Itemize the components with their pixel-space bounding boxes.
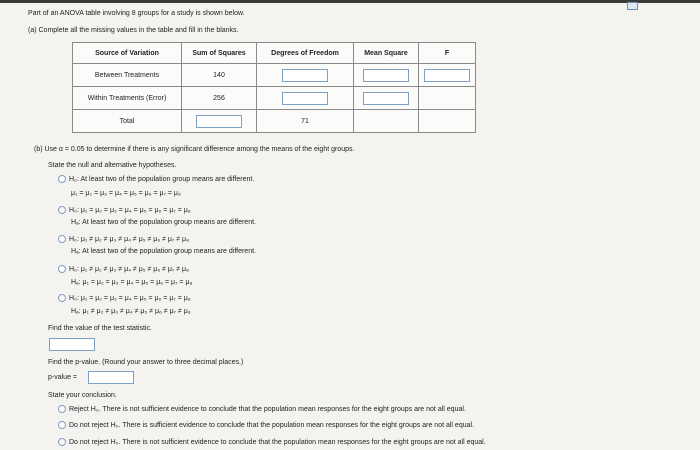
conclusion-option-3[interactable]: Do not reject H₀. There is not sufficient evidence to conclude that the population mean responses for the eight groups are not all equal. — [58, 438, 486, 446]
ms-between-input[interactable] — [363, 69, 409, 82]
expand-icon[interactable] — [627, 2, 638, 10]
table-header-row — [73, 43, 476, 64]
pvalue-label: p-value = — [48, 374, 77, 381]
source-within: Within Treatments (Error) — [73, 87, 182, 110]
header-df: Degrees of Freedom — [257, 43, 354, 64]
table-row-within — [73, 87, 476, 110]
test-stat-prompt: Find the value of the test statistic. — [48, 325, 152, 332]
hypothesis-option-3[interactable]: H₀: μ₁ ≠ μ₂ ≠ μ₃ ≠ μ₄ ≠ μ₅ ≠ μ₆ ≠ μ₇ ≠ μ₈ — [58, 235, 189, 243]
option-1-line-2: μ₁ = μ₂ = μ₃ = μ₄ = μ₅ = μ₆ = μ₇ = μ₈ — [71, 190, 181, 197]
radio-button[interactable] — [58, 206, 66, 214]
option-3-line-2: Hₐ: At least two of the population group means are different. — [71, 248, 256, 255]
df-between-input[interactable] — [282, 69, 328, 82]
df-total: 71 — [257, 110, 354, 133]
radio-button[interactable] — [58, 294, 66, 302]
part-b-text: (b) Use α = 0.05 to determine if there is any significant difference among the means of the eight groups. — [34, 146, 355, 153]
radio-button[interactable] — [58, 265, 66, 273]
source-total: Total — [73, 110, 182, 133]
test-stat-input[interactable] — [49, 338, 95, 351]
hypothesis-option-2[interactable]: H₀: μ₁ = μ₂ = μ₃ = μ₄ = μ₅ = μ₆ = μ₇ = μ₈ — [58, 206, 191, 214]
f-input[interactable] — [424, 69, 470, 82]
radio-button[interactable] — [58, 235, 66, 243]
hypotheses-prompt: State the null and alternative hypotheses. — [48, 162, 177, 169]
pvalue-input[interactable] — [88, 371, 134, 384]
option-5-line-2: Hₐ: μ₁ ≠ μ₂ ≠ μ₃ ≠ μ₄ ≠ μ₅ ≠ μ₆ ≠ μ₇ ≠ μ₈ — [71, 308, 191, 315]
source-between: Between Treatments — [73, 64, 182, 87]
ss-within: 256 — [182, 87, 257, 110]
header-ss: Sum of Squares — [182, 43, 257, 64]
radio-button[interactable] — [58, 438, 66, 446]
table-row-between — [73, 64, 476, 87]
ms-within-input[interactable] — [363, 92, 409, 105]
conclusion-option-2[interactable]: Do not reject H₀. There is sufficient evidence to conclude that the population mean responses for the eight groups are not all equal. — [58, 421, 474, 429]
df-within-input[interactable] — [282, 92, 328, 105]
part-a-text: (a) Complete all the missing values in the table and fill in the blanks. — [28, 27, 239, 34]
hypothesis-option-5[interactable]: H₀: μ₁ = μ₂ = μ₃ = μ₄ = μ₅ = μ₆ = μ₇ = μ₈ — [58, 294, 191, 302]
radio-button[interactable] — [58, 405, 66, 413]
ss-between: 140 — [182, 64, 257, 87]
top-bar — [0, 0, 700, 3]
conclusion-prompt: State your conclusion. — [48, 392, 117, 399]
option-2-line-2: Hₐ: At least two of the population group means are different. — [71, 219, 256, 226]
conclusion-option-1[interactable]: Reject H₀. There is not sufficient evidence to conclude that the population mean responses for the eight groups are not all equal. — [58, 405, 466, 413]
hypothesis-option-4[interactable]: H₀: μ₁ ≠ μ₂ ≠ μ₃ ≠ μ₄ ≠ μ₅ ≠ μ₆ ≠ μ₇ ≠ μ₈ — [58, 265, 189, 273]
option-4-line-2: Hₐ: μ₁ = μ₂ = μ₃ = μ₄ = μ₅ = μ₆ = μ₇ = μ₈ — [71, 279, 193, 286]
table-row-total — [73, 110, 476, 133]
hypothesis-option-1[interactable]: H₀: At least two of the population group means are different. — [58, 175, 254, 183]
ss-total-input[interactable] — [196, 115, 242, 128]
anova-table — [72, 42, 476, 133]
intro-text: Part of an ANOVA table involving 8 groups for a study is shown below. — [28, 10, 245, 17]
pvalue-prompt: Find the p-value. (Round your answer to three decimal places.) — [48, 359, 244, 366]
header-ms: Mean Square — [354, 43, 419, 64]
header-f: F — [419, 43, 476, 64]
radio-button[interactable] — [58, 175, 66, 183]
radio-button[interactable] — [58, 421, 66, 429]
header-source: Source of Variation — [73, 43, 182, 64]
